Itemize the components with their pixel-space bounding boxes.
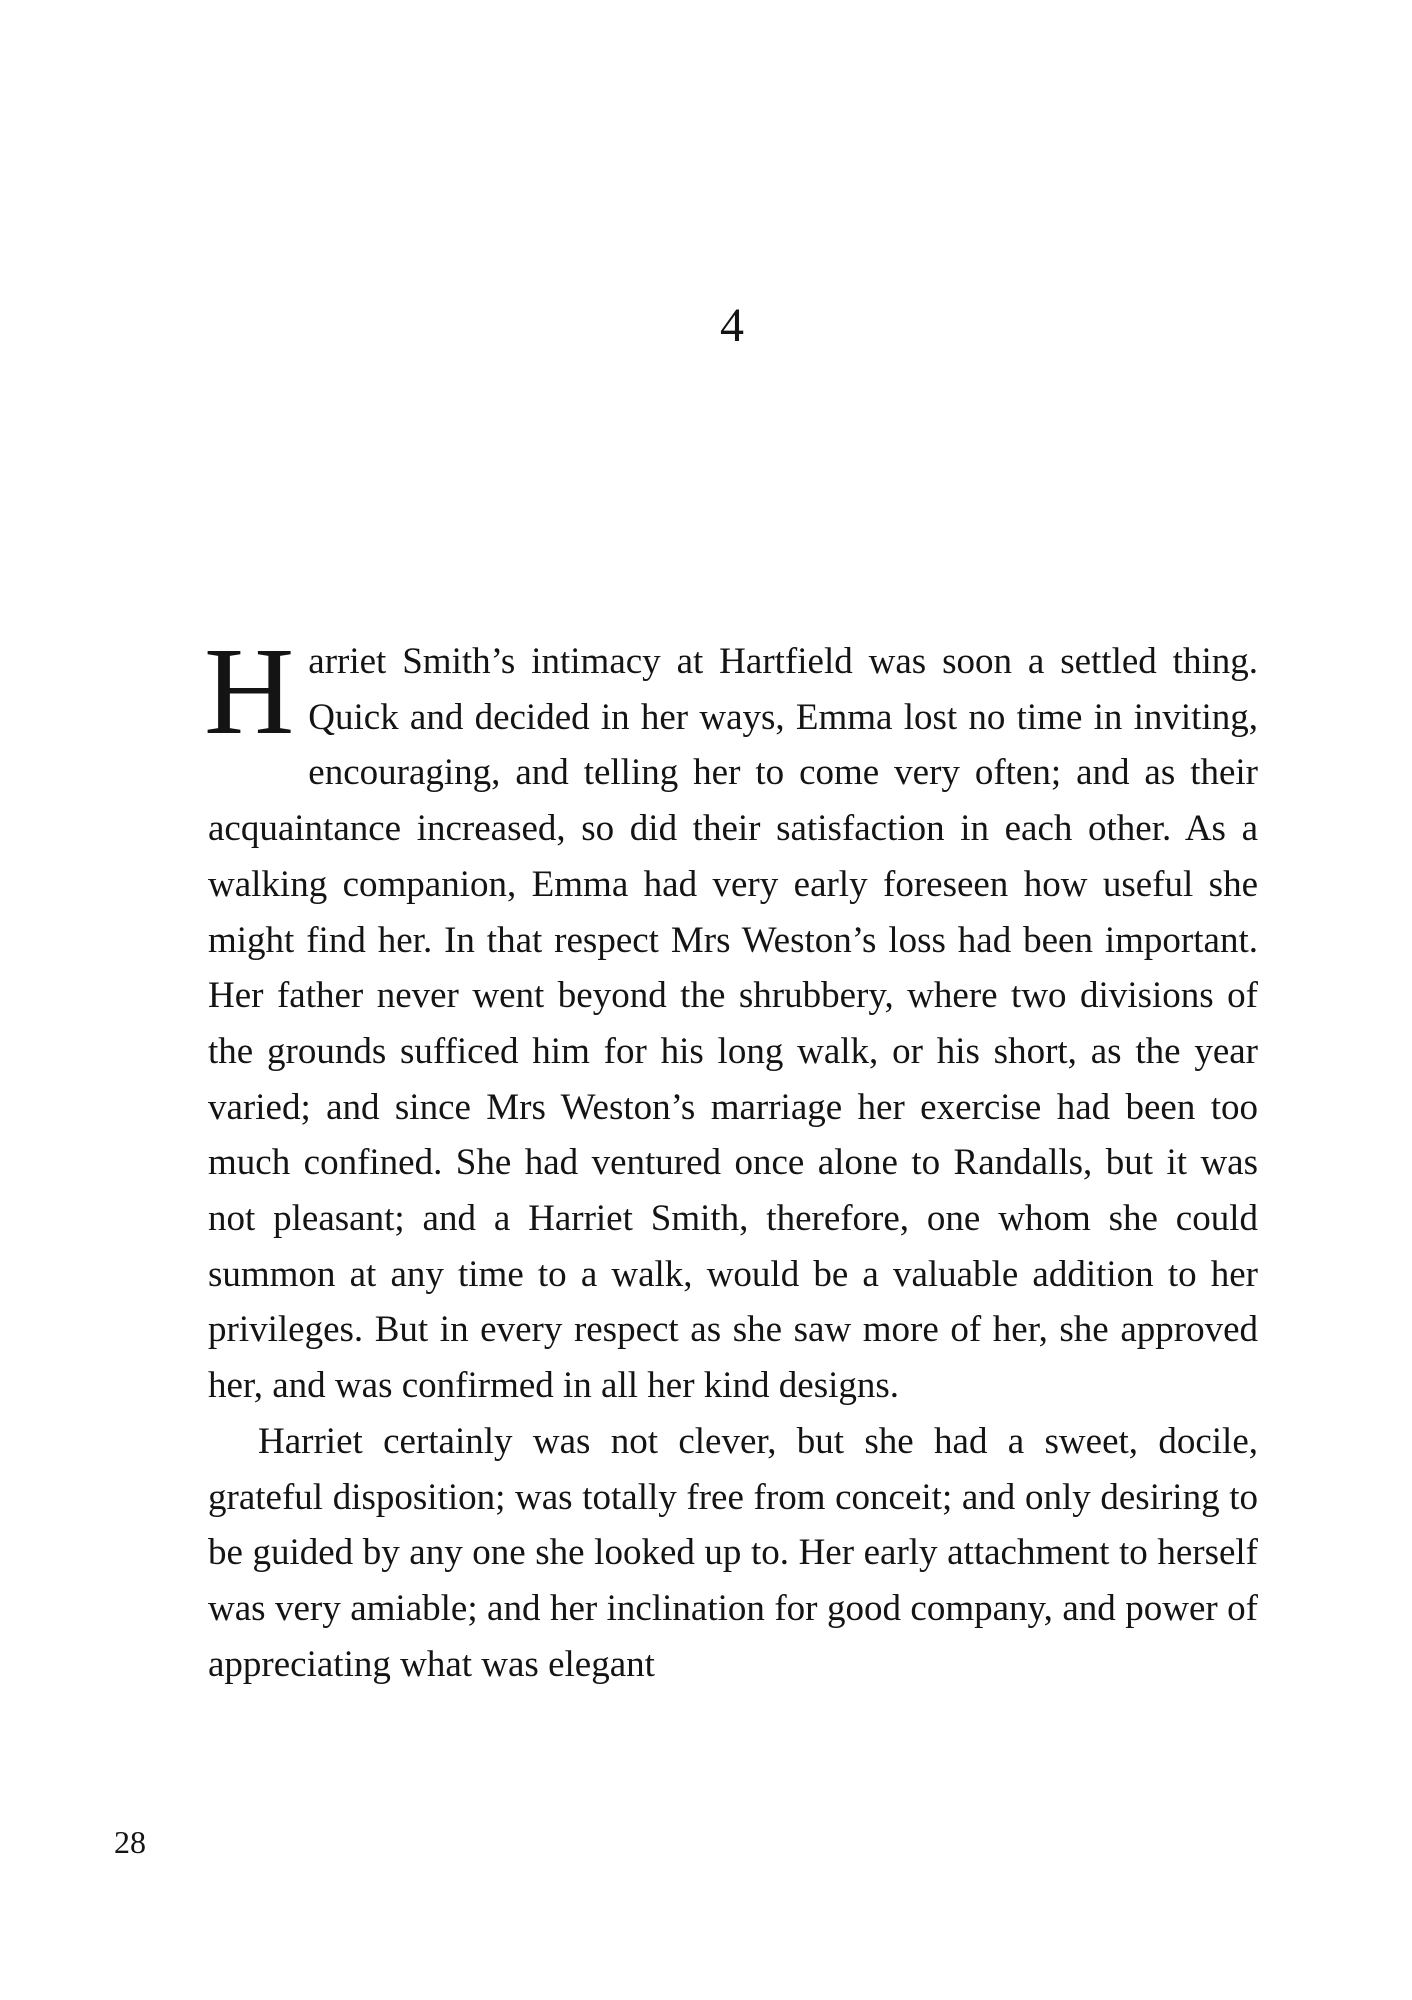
drop-cap: H (204, 623, 295, 761)
paragraph-1 (204, 623, 1258, 1414)
chapter-body (204, 623, 1258, 1692)
paragraph-2: Harriet certainly was not clever, but she had a sweet, docile, grateful disposition; was totally free from conceit; and only desiring to be guided by any one she looked up to. Her early attachment to herself was very amiable; and her inclination for good company, and power of appreciating what was elegant (208, 1420, 1258, 1685)
chapter-number: 4 (720, 299, 744, 352)
paragraph-1-text: arriet Smith’s intimacy at Hartfield was soon a settled thing. Quick and decided in her ways, Emma lost no time in inviting, encouraging, and telling her to come very often; and as their acquaintance increased, so did their satisfaction in each other. As a walking companion, Emma had very early foreseen how useful she might find her. In that respect Mrs Weston’s loss had been important. Her father never went beyond the shrubbery, where two divisions of the grounds sufficed him for his long walk, or his short, as the year varied; and since Mrs Weston’s marriage her exercise had been too much confined. She had ventured once alone to Randalls, but it was not pleasant; and a Harriet Smith, therefore, one whom she could summon at any time to a walk, would be a valuable addition to her privileges. But in every respect as she saw more of her, she approved her, and was confirmed in all her kind designs. (208, 641, 1258, 1407)
page-number: 28 (114, 1824, 146, 1860)
